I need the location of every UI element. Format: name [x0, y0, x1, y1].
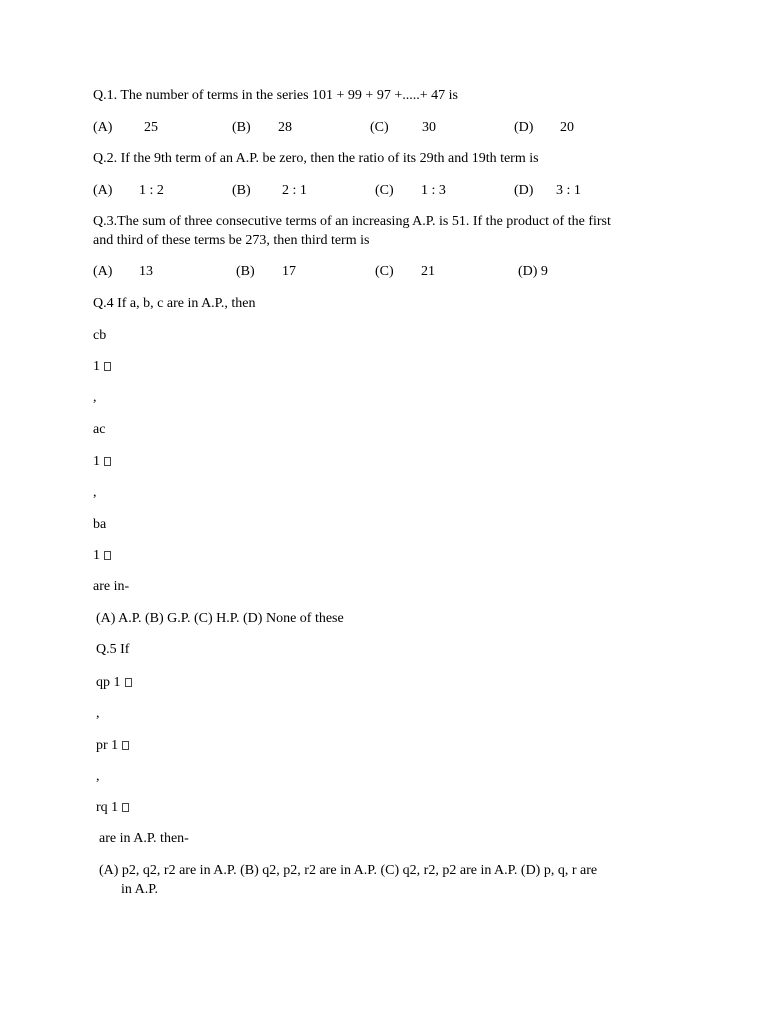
missing-glyph-icon — [104, 551, 111, 560]
q5-comma-1: , — [96, 706, 100, 721]
q4-stem: Q.4 If a, b, c are in A.P., then — [93, 296, 256, 311]
q3-opt-a-val: 13 — [139, 264, 153, 279]
q5-fraction-line-2 — [96, 737, 129, 755]
missing-glyph-icon — [122, 741, 129, 750]
q3-opt-a-key: (A) — [93, 264, 113, 279]
q1-opt-d-val: 20 — [560, 120, 574, 135]
q1-opt-a-key: (A) — [93, 120, 113, 135]
q5-fraction-text-3: rq 1 — [96, 800, 119, 815]
q5-stem: Q.5 If — [96, 642, 130, 657]
q4-fraction-text-2: ac — [93, 422, 106, 437]
q1-opt-d-key: (D) — [514, 120, 534, 135]
q3-stem-line1: Q.3.The sum of three consecutive terms of an increasing A.P. is 51. If the product of the first — [93, 214, 611, 229]
q2-opt-c-val: 1 : 3 — [421, 183, 446, 198]
q1-stem: Q.1. The number of terms in the series 101 + 99 + 97 +.....+ 47 is — [93, 88, 458, 103]
q4-fraction-num-2: 1 — [93, 454, 100, 469]
q4-fraction-line-3 — [93, 547, 111, 565]
missing-glyph-icon — [104, 362, 111, 371]
q5-options-line2: in A.P. — [121, 882, 158, 897]
q3-opt-b-key: (B) — [236, 264, 255, 279]
q3-opt-d-key: (D) 9 — [518, 264, 548, 279]
q3-opt-c-val: 21 — [421, 264, 435, 279]
q5-fraction-line-1 — [96, 674, 132, 692]
q1-opt-b-key: (B) — [232, 120, 251, 135]
q2-stem: Q.2. If the 9th term of an A.P. be zero, then the ratio of its 29th and 19th term is — [93, 151, 539, 166]
q5-comma-2: , — [96, 769, 100, 784]
missing-glyph-icon — [104, 457, 111, 466]
q1-opt-a-val: 25 — [144, 120, 158, 135]
q1-options — [93, 119, 653, 137]
q1-opt-b-val: 28 — [278, 120, 292, 135]
q2-options — [93, 182, 653, 200]
q3-opt-c-key: (C) — [375, 264, 394, 279]
q2-opt-b-key: (B) — [232, 183, 251, 198]
missing-glyph-icon — [125, 678, 132, 687]
q3-options — [93, 263, 653, 281]
q5-fraction-text-1: qp 1 — [96, 675, 121, 690]
q4-fraction-num-3: 1 — [93, 548, 100, 563]
missing-glyph-icon — [122, 803, 129, 812]
q4-fraction-text-1: cb — [93, 328, 107, 343]
q4-fraction-line-2 — [93, 453, 111, 471]
q3-opt-b-val: 17 — [282, 264, 296, 279]
q2-opt-d-val: 3 : 1 — [556, 183, 581, 198]
q4-comma-1: , — [93, 390, 97, 405]
q5-fraction-line-3 — [96, 799, 129, 817]
q4-tail: are in- — [93, 579, 130, 594]
q5-fraction-text-2: pr 1 — [96, 738, 119, 753]
q4-fraction-num-1: 1 — [93, 359, 100, 374]
q1-opt-c-key: (C) — [370, 120, 389, 135]
q3-stem-line2: and third of these terms be 273, then third term is — [93, 233, 370, 248]
q5-tail: are in A.P. then- — [99, 831, 189, 846]
q5-options-line1: (A) p2, q2, r2 are in A.P. (B) q2, p2, r2 are in A.P. (C) q2, r2, p2 are in A.P. (D) p, q, r are — [99, 863, 598, 878]
q2-opt-b-val: 2 : 1 — [282, 183, 307, 198]
q2-opt-c-key: (C) — [375, 183, 394, 198]
q2-opt-a-val: 1 : 2 — [139, 183, 164, 198]
q2-opt-d-key: (D) — [514, 183, 534, 198]
q2-opt-a-key: (A) — [93, 183, 113, 198]
q4-options: (A) A.P. (B) G.P. (C) H.P. (D) None of these — [96, 611, 344, 626]
q4-comma-2: , — [93, 485, 97, 500]
q4-fraction-text-3: ba — [93, 517, 107, 532]
q4-fraction-line-1 — [93, 358, 111, 376]
q1-opt-c-val: 30 — [422, 120, 436, 135]
